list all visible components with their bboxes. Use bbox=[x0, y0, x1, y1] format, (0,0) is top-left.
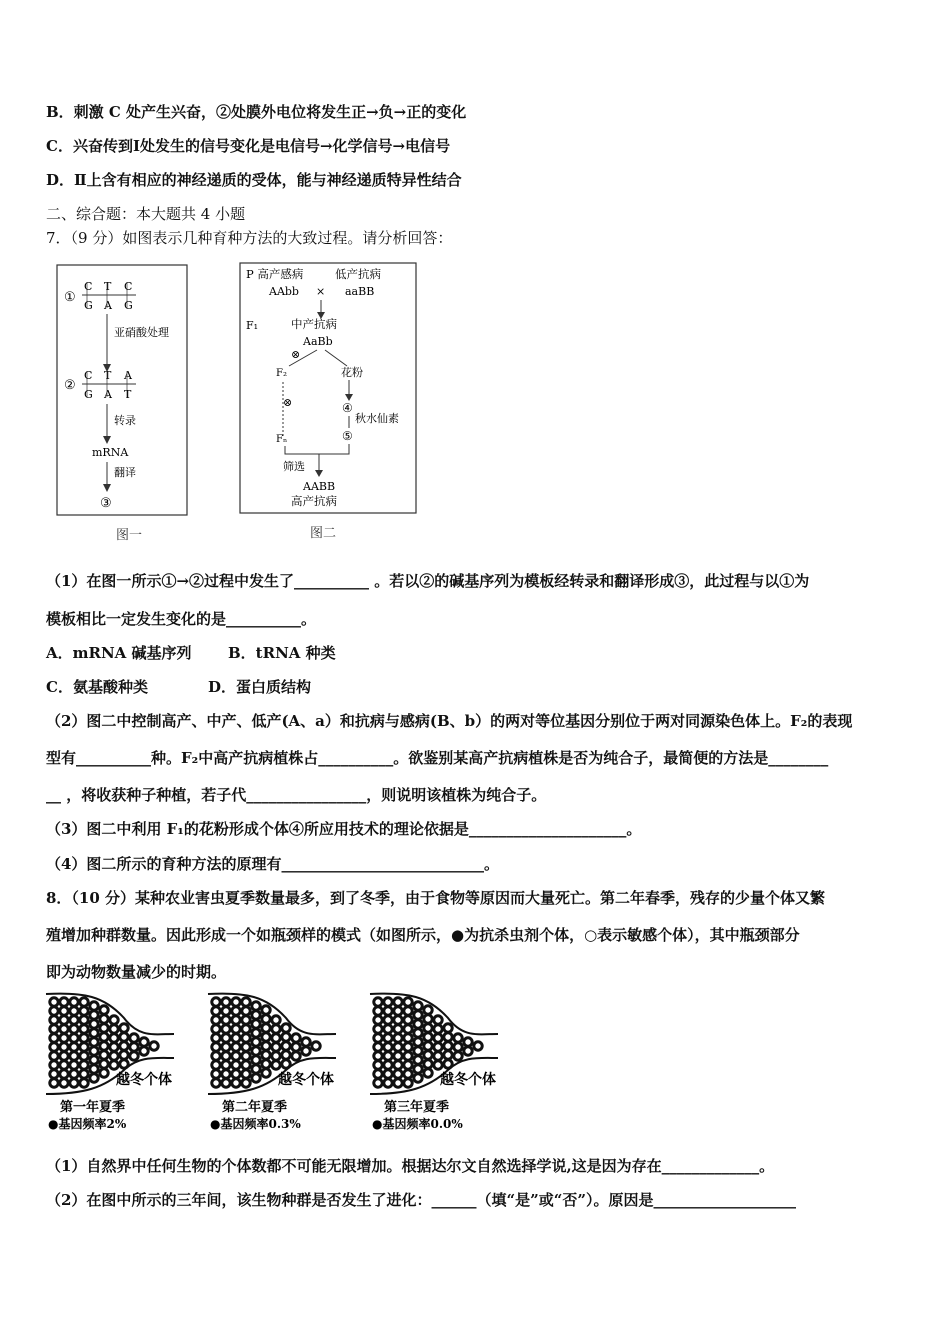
individual-dot bbox=[404, 1007, 412, 1015]
individual-dot bbox=[374, 1079, 382, 1087]
q8-stem-3: 即为动物数量减少的时期。 bbox=[46, 963, 227, 981]
individual-dot bbox=[70, 1007, 78, 1015]
individual-dot bbox=[80, 1025, 88, 1033]
individual-dot bbox=[414, 1011, 422, 1019]
individual-dot bbox=[212, 1025, 220, 1033]
individual-dot bbox=[262, 1006, 270, 1014]
fig2-select: 筛选 bbox=[283, 460, 305, 473]
individual-dot bbox=[272, 1025, 280, 1033]
individual-dot bbox=[272, 1052, 280, 1060]
fig1-r1-b1: A bbox=[104, 299, 112, 312]
individual-dot bbox=[242, 1025, 250, 1033]
individual-dot bbox=[90, 1002, 98, 1010]
individual-dot bbox=[60, 998, 68, 1006]
individual-dot bbox=[70, 1061, 78, 1069]
individual-dot bbox=[414, 1074, 422, 1082]
individual-dot bbox=[50, 1034, 58, 1042]
panel-3-label: 越冬个体 bbox=[440, 1072, 496, 1088]
individual-dot bbox=[222, 1007, 230, 1015]
fig1-r2-t2: A bbox=[124, 369, 132, 382]
fig1-row2-label: ② bbox=[64, 378, 76, 393]
individual-dot bbox=[424, 1069, 432, 1077]
individual-dot bbox=[70, 998, 78, 1006]
q7-p2-line3: __ ，将收获种子种植，若子代________________，则说明该植株为纯合子。 bbox=[46, 786, 547, 804]
individual-dot bbox=[50, 1061, 58, 1069]
individual-dot bbox=[282, 1024, 290, 1032]
individual-dot bbox=[414, 1047, 422, 1055]
individual-dot bbox=[394, 1007, 402, 1015]
panel-1-label: 越冬个体 bbox=[116, 1072, 172, 1088]
individual-dot bbox=[434, 1052, 442, 1060]
individual-dot bbox=[60, 1043, 68, 1051]
individual-dot bbox=[242, 1070, 250, 1078]
panel-1-freq: ●基因频率2% bbox=[48, 1117, 127, 1130]
individual-dot bbox=[272, 1034, 280, 1042]
individual-dot bbox=[404, 1016, 412, 1024]
individual-dot bbox=[90, 1056, 98, 1064]
individual-dot bbox=[110, 1061, 118, 1069]
individual-dot bbox=[302, 1047, 310, 1055]
fig1-r1-t2: C bbox=[124, 280, 133, 293]
individual-dot bbox=[50, 1070, 58, 1078]
individual-dot bbox=[424, 1060, 432, 1068]
fig1-r2-b2: T bbox=[124, 388, 132, 401]
individual-dot bbox=[80, 1061, 88, 1069]
individual-dot bbox=[434, 1034, 442, 1042]
fig2-f1-geno: AaBb bbox=[303, 335, 333, 348]
individual-dot bbox=[222, 998, 230, 1006]
fig1-r2-t0: C bbox=[84, 369, 93, 382]
individual-dot bbox=[404, 1034, 412, 1042]
individual-dot bbox=[262, 1024, 270, 1032]
individual-dot bbox=[262, 1042, 270, 1050]
individual-dot bbox=[262, 1051, 270, 1059]
individual-dot bbox=[242, 1016, 250, 1024]
individual-dot bbox=[100, 1042, 108, 1050]
individual-dot bbox=[414, 1065, 422, 1073]
individual-dot bbox=[374, 1025, 382, 1033]
fig1-r1-b2: G bbox=[124, 299, 133, 312]
individual-dot bbox=[100, 1006, 108, 1014]
individual-dot bbox=[444, 1033, 452, 1041]
fig1-r2-b1: A bbox=[104, 388, 112, 401]
individual-dot bbox=[252, 1056, 260, 1064]
individual-dot bbox=[80, 1070, 88, 1078]
individual-dot bbox=[282, 1060, 290, 1068]
individual-dot bbox=[80, 1052, 88, 1060]
individual-dot bbox=[50, 1025, 58, 1033]
individual-dot bbox=[394, 1034, 402, 1042]
individual-dot bbox=[292, 1052, 300, 1060]
individual-dot bbox=[374, 1016, 382, 1024]
individual-dot bbox=[80, 1034, 88, 1042]
individual-dot bbox=[444, 1060, 452, 1068]
q8-p1: （1）自然界中任何生物的个体数都不可能无限增加。根据达尔文自然选择学说,这是因为存在_____________。 bbox=[46, 1157, 775, 1175]
individual-dot bbox=[404, 1061, 412, 1069]
option-d: D．Ⅱ上含有相应的神经递质的受体，能与神经递质特异性结合 bbox=[46, 171, 462, 189]
option-c: C．兴奋传到Ⅰ处发生的信号变化是电信号→化学信号→电信号 bbox=[46, 137, 451, 155]
individual-dot bbox=[110, 1052, 118, 1060]
individual-dot bbox=[384, 1007, 392, 1015]
fig2-f1-label: F₁ bbox=[246, 319, 259, 332]
individual-dot bbox=[252, 1029, 260, 1037]
panel-1-season: 第一年夏季 bbox=[60, 1100, 126, 1115]
q7-stem: 7．（9 分）如图表示几种育种方法的大致过程。请分析回答： bbox=[46, 229, 453, 247]
fig1-r2-t1: T bbox=[104, 369, 112, 382]
section-heading: 二、综合题：本大题共 4 小题 bbox=[46, 205, 246, 223]
individual-dot bbox=[50, 1007, 58, 1015]
fig2-p-geno-right: aaBB bbox=[345, 285, 375, 298]
individual-dot bbox=[384, 1079, 392, 1087]
individual-dot bbox=[140, 1047, 148, 1055]
individual-dot bbox=[212, 1016, 220, 1024]
individual-dot bbox=[464, 1038, 472, 1046]
fig2-caption: 图二 bbox=[310, 526, 337, 541]
individual-dot bbox=[120, 1060, 128, 1068]
individual-dot bbox=[424, 1015, 432, 1023]
individual-dot bbox=[232, 1016, 240, 1024]
fig1-r2-b0: G bbox=[84, 388, 93, 401]
individual-dot bbox=[222, 1079, 230, 1087]
individual-dot bbox=[212, 1007, 220, 1015]
panel-2-freq: ●基因频率0.3% bbox=[210, 1117, 301, 1130]
individual-dot bbox=[302, 1038, 310, 1046]
individual-dot bbox=[282, 1051, 290, 1059]
individual-dot bbox=[424, 1051, 432, 1059]
individual-dot bbox=[212, 1034, 220, 1042]
individual-dot bbox=[70, 1070, 78, 1078]
individual-dot bbox=[50, 1079, 58, 1087]
individual-dot bbox=[232, 1034, 240, 1042]
individual-dot bbox=[232, 998, 240, 1006]
individual-dot bbox=[50, 998, 58, 1006]
fig2-self-1: ⊗ bbox=[291, 348, 301, 361]
individual-dot bbox=[252, 1065, 260, 1073]
individual-dot bbox=[262, 1060, 270, 1068]
individual-dot bbox=[424, 1033, 432, 1041]
individual-dot bbox=[464, 1047, 472, 1055]
individual-dot bbox=[212, 1070, 220, 1078]
individual-dot bbox=[374, 1070, 382, 1078]
individual-dot bbox=[282, 1033, 290, 1041]
individual-dot bbox=[252, 1011, 260, 1019]
individual-dot bbox=[80, 1079, 88, 1087]
individual-dot bbox=[384, 1016, 392, 1024]
individual-dot bbox=[384, 1034, 392, 1042]
individual-dot bbox=[60, 1007, 68, 1015]
fig2-p-geno-left: AAbb bbox=[269, 285, 299, 298]
individual-dot bbox=[120, 1024, 128, 1032]
individual-dot bbox=[414, 1029, 422, 1037]
individual-dot bbox=[374, 1052, 382, 1060]
q7-p1-line2: 模板相比一定发生变化的是__________。 bbox=[46, 610, 317, 628]
fig2-final-geno: AABB bbox=[303, 480, 336, 493]
individual-dot bbox=[454, 1043, 462, 1051]
individual-dot bbox=[424, 1006, 432, 1014]
individual-dot bbox=[394, 1052, 402, 1060]
individual-dot bbox=[252, 1038, 260, 1046]
q8-stem-1: 8．（10 分）某种农业害虫夏季数量最多，到了冬季，由于食物等原因而大量死亡。第二年春季，残存的少量个体又繁 bbox=[46, 889, 826, 907]
individual-dot bbox=[70, 1025, 78, 1033]
individual-dot bbox=[242, 998, 250, 1006]
q7-option-b: B．tRNA 种类 bbox=[228, 644, 336, 662]
individual-dot bbox=[140, 1038, 148, 1046]
individual-dot bbox=[252, 1002, 260, 1010]
fig1-step2: 转录 bbox=[114, 414, 136, 427]
individual-dot bbox=[474, 1042, 482, 1050]
individual-dot bbox=[242, 1052, 250, 1060]
individual-dot bbox=[232, 1043, 240, 1051]
fig1-step1: 亚硝酸处理 bbox=[114, 326, 169, 339]
individual-dot bbox=[394, 1043, 402, 1051]
individual-dot bbox=[70, 1016, 78, 1024]
panel-2-season: 第二年夏季 bbox=[222, 1100, 288, 1115]
fig1-caption: 图一 bbox=[116, 528, 143, 543]
individual-dot bbox=[222, 1016, 230, 1024]
individual-dot bbox=[414, 1002, 422, 1010]
individual-dot bbox=[292, 1043, 300, 1051]
fig2-colchicine: 秋水仙素 bbox=[355, 412, 399, 425]
individual-dot bbox=[394, 998, 402, 1006]
individual-dot bbox=[394, 1016, 402, 1024]
individual-dot bbox=[394, 1061, 402, 1069]
individual-dot bbox=[100, 1069, 108, 1077]
individual-dot bbox=[50, 1052, 58, 1060]
individual-dot bbox=[222, 1043, 230, 1051]
individual-dot bbox=[444, 1024, 452, 1032]
individual-dot bbox=[70, 1052, 78, 1060]
individual-dot bbox=[110, 1034, 118, 1042]
individual-dot bbox=[110, 1043, 118, 1051]
individual-dot bbox=[394, 1070, 402, 1078]
individual-dot bbox=[262, 1069, 270, 1077]
individual-dot bbox=[262, 1033, 270, 1041]
individual-dot bbox=[60, 1052, 68, 1060]
individual-dot bbox=[50, 1016, 58, 1024]
fig1-step3: 翻译 bbox=[114, 466, 136, 479]
individual-dot bbox=[60, 1070, 68, 1078]
individual-dot bbox=[374, 1061, 382, 1069]
individual-dot bbox=[90, 1038, 98, 1046]
individual-dot bbox=[242, 1034, 250, 1042]
individual-dot bbox=[384, 998, 392, 1006]
individual-dot bbox=[394, 1025, 402, 1033]
panel-2-label: 越冬个体 bbox=[278, 1072, 334, 1088]
fig2-p-right: 低产抗病 bbox=[335, 267, 381, 281]
individual-dot bbox=[222, 1034, 230, 1042]
individual-dot bbox=[384, 1070, 392, 1078]
figure-1-diagram bbox=[56, 264, 190, 520]
individual-dot bbox=[272, 1016, 280, 1024]
individual-dot bbox=[384, 1061, 392, 1069]
individual-dot bbox=[444, 1051, 452, 1059]
individual-dot bbox=[100, 1051, 108, 1059]
individual-dot bbox=[242, 1043, 250, 1051]
q7-option-d: D．蛋白质结构 bbox=[208, 678, 312, 696]
individual-dot bbox=[60, 1025, 68, 1033]
individual-dot bbox=[242, 1061, 250, 1069]
individual-dot bbox=[212, 998, 220, 1006]
individual-dot bbox=[100, 1015, 108, 1023]
individual-dot bbox=[120, 1051, 128, 1059]
fig2-f1-pheno: 中产抗病 bbox=[291, 317, 337, 331]
individual-dot bbox=[212, 1052, 220, 1060]
individual-dot bbox=[232, 1025, 240, 1033]
individual-dot bbox=[100, 1024, 108, 1032]
individual-dot bbox=[414, 1020, 422, 1028]
individual-dot bbox=[80, 998, 88, 1006]
panel-3-season: 第三年夏季 bbox=[384, 1100, 450, 1115]
individual-dot bbox=[130, 1052, 138, 1060]
individual-dot bbox=[80, 1007, 88, 1015]
q7-option-a: A．mRNA 碱基序列 bbox=[46, 644, 192, 662]
individual-dot bbox=[222, 1052, 230, 1060]
individual-dot bbox=[100, 1060, 108, 1068]
individual-dot bbox=[50, 1043, 58, 1051]
individual-dot bbox=[110, 1016, 118, 1024]
fig2-pollen: 花粉 bbox=[341, 366, 363, 379]
fig1-row1-label: ① bbox=[64, 290, 76, 305]
fig2-fn: Fₙ bbox=[276, 434, 288, 445]
individual-dot bbox=[242, 1079, 250, 1087]
individual-dot bbox=[130, 1043, 138, 1051]
individual-dot bbox=[414, 1056, 422, 1064]
fig2-final-pheno: 高产抗病 bbox=[291, 494, 337, 508]
individual-dot bbox=[80, 1043, 88, 1051]
individual-dot bbox=[150, 1042, 158, 1050]
figure-2-diagram bbox=[239, 262, 419, 516]
q7-p2-line2: 型有__________种。F₂中高产抗病植株占__________。欲鉴别某高产抗病植株是否为纯合子，最简便的方法是________ bbox=[46, 749, 829, 767]
fig1-product: ③ bbox=[100, 496, 112, 511]
individual-dot bbox=[404, 1043, 412, 1051]
individual-dot bbox=[60, 1034, 68, 1042]
individual-dot bbox=[60, 1061, 68, 1069]
fig2-cross: × bbox=[316, 285, 326, 298]
bottleneck-figure bbox=[44, 990, 514, 1130]
q8-stem-2: 殖增加种群数量。因此形成一个如瓶颈样的模式（如图所示，●为抗杀虫剂个体，○表示敏感个体），其中瓶颈部分 bbox=[46, 926, 800, 944]
individual-dot bbox=[404, 1079, 412, 1087]
q8-p2: （2）在图中所示的三年间，该生物种群是否发生了进化：______（填“是”或“否”）。原因是___________________ bbox=[46, 1191, 796, 1209]
individual-dot bbox=[424, 1042, 432, 1050]
individual-dot bbox=[232, 1079, 240, 1087]
individual-dot bbox=[60, 1079, 68, 1087]
individual-dot bbox=[454, 1052, 462, 1060]
individual-dot bbox=[312, 1042, 320, 1050]
individual-dot bbox=[262, 1015, 270, 1023]
individual-dot bbox=[90, 1074, 98, 1082]
individual-dot bbox=[120, 1033, 128, 1041]
individual-dot bbox=[70, 1043, 78, 1051]
individual-dot bbox=[424, 1024, 432, 1032]
fig2-self-2: ⊗ bbox=[283, 396, 293, 409]
individual-dot bbox=[120, 1042, 128, 1050]
individual-dot bbox=[272, 1061, 280, 1069]
individual-dot bbox=[232, 1061, 240, 1069]
individual-dot bbox=[434, 1016, 442, 1024]
individual-dot bbox=[404, 1052, 412, 1060]
individual-dot bbox=[90, 1065, 98, 1073]
individual-dot bbox=[272, 1043, 280, 1051]
fig1-mrna: mRNA bbox=[92, 446, 129, 459]
q7-p1-line1: （1）在图一所示①→②过程中发生了__________ 。若以②的碱基序列为模板经转录和翻译形成③，此过程与以①为 bbox=[46, 572, 810, 590]
individual-dot bbox=[222, 1070, 230, 1078]
individual-dot bbox=[404, 998, 412, 1006]
individual-dot bbox=[130, 1034, 138, 1042]
individual-dot bbox=[404, 1070, 412, 1078]
individual-dot bbox=[434, 1061, 442, 1069]
q7-option-c: C．氨基酸种类 bbox=[46, 678, 148, 696]
q7-p3: （3）图二中利用 F₁的花粉形成个体④所应用技术的理论依据是_____________________。 bbox=[46, 820, 642, 838]
individual-dot bbox=[454, 1034, 462, 1042]
individual-dot bbox=[212, 1061, 220, 1069]
individual-dot bbox=[374, 998, 382, 1006]
individual-dot bbox=[232, 1070, 240, 1078]
fig2-step5: ⑤ bbox=[342, 429, 353, 443]
individual-dot bbox=[384, 1043, 392, 1051]
fig1-r1-t1: T bbox=[104, 280, 112, 293]
individual-dot bbox=[384, 1025, 392, 1033]
individual-dot bbox=[90, 1047, 98, 1055]
individual-dot bbox=[222, 1061, 230, 1069]
individual-dot bbox=[444, 1042, 452, 1050]
q7-p2-line1: （2）图二中控制高产、中产、低产(A、a）和抗病与感病(B、b）的两对等位基因分别位于两对同源染色体上。F₂的表现 bbox=[46, 712, 853, 730]
individual-dot bbox=[70, 1079, 78, 1087]
option-b: B．刺激 C 处产生兴奋，②处膜外电位将发生正→负→正的变化 bbox=[46, 103, 467, 121]
individual-dot bbox=[90, 1020, 98, 1028]
individual-dot bbox=[434, 1025, 442, 1033]
individual-dot bbox=[100, 1033, 108, 1041]
individual-dot bbox=[384, 1052, 392, 1060]
panel-3-freq: ●基因频率0.0% bbox=[372, 1117, 463, 1130]
q7-p4: （4）图二所示的育种方法的原理有___________________________。 bbox=[46, 855, 499, 873]
individual-dot bbox=[110, 1025, 118, 1033]
fig1-r1-t0: C bbox=[84, 280, 93, 293]
individual-dot bbox=[252, 1020, 260, 1028]
fig2-p-label: P 高产感病 bbox=[246, 267, 304, 281]
individual-dot bbox=[404, 1025, 412, 1033]
individual-dot bbox=[232, 1052, 240, 1060]
individual-dot bbox=[212, 1079, 220, 1087]
individual-dot bbox=[232, 1007, 240, 1015]
individual-dot bbox=[434, 1043, 442, 1051]
individual-dot bbox=[374, 1007, 382, 1015]
fig2-f2: F₂ bbox=[276, 368, 287, 379]
individual-dot bbox=[414, 1038, 422, 1046]
individual-dot bbox=[374, 1043, 382, 1051]
individual-dot bbox=[80, 1016, 88, 1024]
fig1-r1-b0: G bbox=[84, 299, 93, 312]
individual-dot bbox=[212, 1043, 220, 1051]
individual-dot bbox=[70, 1034, 78, 1042]
individual-dot bbox=[242, 1007, 250, 1015]
individual-dot bbox=[292, 1034, 300, 1042]
individual-dot bbox=[394, 1079, 402, 1087]
individual-dot bbox=[90, 1029, 98, 1037]
individual-dot bbox=[222, 1025, 230, 1033]
individual-dot bbox=[252, 1074, 260, 1082]
individual-dot bbox=[60, 1016, 68, 1024]
individual-dot bbox=[374, 1034, 382, 1042]
fig2-step4: ④ bbox=[342, 401, 353, 415]
individual-dot bbox=[252, 1047, 260, 1055]
individual-dot bbox=[90, 1011, 98, 1019]
individual-dot bbox=[282, 1042, 290, 1050]
